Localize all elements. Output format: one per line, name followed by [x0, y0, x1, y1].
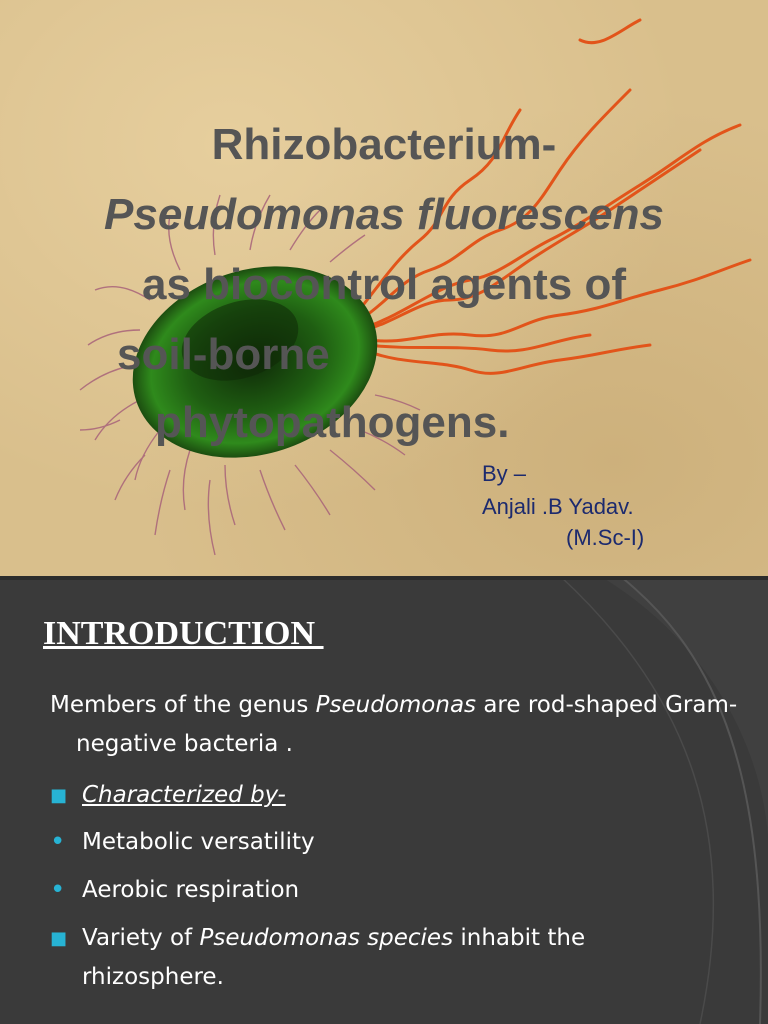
author-by: By –	[482, 461, 527, 486]
bullet-text: Metabolic versatility	[82, 829, 315, 855]
introduction-slide	[0, 576, 768, 1024]
bullet-text: Characterized by-	[82, 782, 286, 808]
square-bullet-icon: ■	[50, 928, 68, 949]
para-prefix: Members of the genus	[50, 692, 316, 718]
title-line-3: as biocontrol agents of	[141, 260, 627, 309]
round-bullet-icon: •	[50, 875, 66, 905]
bullet-italic: Pseudomonas species	[199, 925, 454, 951]
author-degree: (M.Sc-I)	[566, 525, 645, 550]
para-suffix: are rod-shaped Gram-negative bacteria .	[76, 692, 738, 757]
title-line-4: soil-borne	[117, 330, 330, 379]
round-bullet-icon: •	[50, 827, 66, 857]
bullet-text	[82, 919, 732, 997]
introduction-heading: INTRODUCTION	[43, 615, 324, 652]
bullet-prefix: Variety of	[82, 925, 200, 951]
title-line-1: Rhizobacterium-	[211, 120, 557, 169]
bullet-suffix: inhabit the rhizosphere.	[82, 925, 586, 990]
para-italic: Pseudomonas	[315, 692, 477, 718]
square-bullet-icon: ■	[50, 785, 68, 806]
intro-paragraph	[50, 686, 756, 764]
author-name: Anjali .B Yadav.	[482, 494, 634, 519]
title-line-5: phytopathogens.	[155, 398, 510, 447]
title-line-2: Pseudomonas fluorescens	[104, 190, 664, 239]
bullet-text: Aerobic respiration	[82, 877, 300, 903]
